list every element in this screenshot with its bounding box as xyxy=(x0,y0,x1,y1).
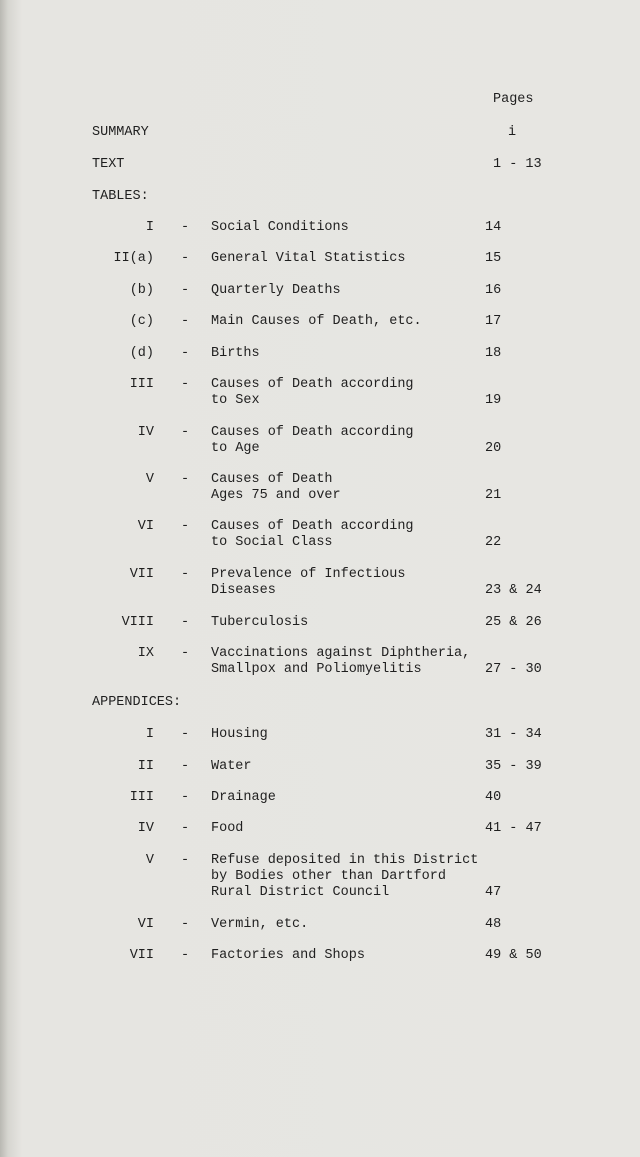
appendix-dash: - xyxy=(181,727,190,742)
table-number: VIII xyxy=(121,615,154,630)
table-number: (c) xyxy=(129,314,154,329)
table-dash: - xyxy=(181,425,190,440)
appendix-description: Housing xyxy=(211,727,268,742)
table-description: to Sex xyxy=(211,393,260,408)
text-pages: 1 - 13 xyxy=(493,157,542,172)
table-description: Ages 75 and over xyxy=(211,488,341,503)
table-dash: - xyxy=(181,314,190,329)
table-number: II(a) xyxy=(113,251,154,266)
appendix-number: IV xyxy=(137,821,154,836)
appendix-dash: - xyxy=(181,917,190,932)
table-description: to Social Class xyxy=(211,535,333,550)
summary-pages: i xyxy=(508,125,517,140)
table-dash: - xyxy=(181,251,190,266)
appendix-pages: 47 xyxy=(485,885,502,900)
table-description: Smallpox and Poliomyelitis xyxy=(211,662,422,677)
appendix-description: Vermin, etc. xyxy=(211,917,309,932)
table-dash: - xyxy=(181,283,190,298)
appendix-number: V xyxy=(145,853,154,868)
appendix-pages: 48 xyxy=(485,917,502,932)
tables-heading: TABLES: xyxy=(92,189,149,204)
table-pages: 17 xyxy=(485,314,502,329)
table-description: to Age xyxy=(211,441,260,456)
appendix-description: Refuse deposited in this District xyxy=(211,853,479,868)
table-dash: - xyxy=(181,567,190,582)
table-description: Prevalence of Infectious xyxy=(211,567,406,582)
table-dash: - xyxy=(181,220,190,235)
appendix-pages: 41 - 47 xyxy=(485,821,542,836)
table-dash: - xyxy=(181,646,190,661)
appendix-dash: - xyxy=(181,759,190,774)
table-description: Quarterly Deaths xyxy=(211,283,341,298)
table-number: III xyxy=(129,377,154,392)
table-description: General Vital Statistics xyxy=(211,251,406,266)
appendix-pages: 49 & 50 xyxy=(485,948,542,963)
table-description: Causes of Death xyxy=(211,472,333,487)
table-pages: 18 xyxy=(485,346,502,361)
table-description: Causes of Death according xyxy=(211,425,414,440)
table-description: Tuberculosis xyxy=(211,615,309,630)
appendix-pages: 31 - 34 xyxy=(485,727,542,742)
table-dash: - xyxy=(181,615,190,630)
appendix-number: III xyxy=(129,790,154,805)
table-dash: - xyxy=(181,346,190,361)
appendix-dash: - xyxy=(181,853,190,868)
table-dash: - xyxy=(181,472,190,487)
table-pages: 19 xyxy=(485,393,502,408)
table-description: Vaccinations against Diphtheria, xyxy=(211,646,471,661)
pages-heading: Pages xyxy=(493,92,534,107)
table-description: Births xyxy=(211,346,260,361)
table-number: IV xyxy=(137,425,154,440)
table-number: IX xyxy=(137,646,154,661)
table-pages: 15 xyxy=(485,251,502,266)
table-pages: 23 & 24 xyxy=(485,583,542,598)
table-description: Causes of Death according xyxy=(211,519,414,534)
appendix-dash: - xyxy=(181,821,190,836)
text-label: TEXT xyxy=(92,157,125,172)
appendix-description: by Bodies other than Dartford xyxy=(211,869,446,884)
table-description: Diseases xyxy=(211,583,276,598)
table-number: (d) xyxy=(129,346,154,361)
appendix-number: I xyxy=(145,727,154,742)
table-number: VI xyxy=(137,519,154,534)
table-description: Causes of Death according xyxy=(211,377,414,392)
table-dash: - xyxy=(181,377,190,392)
appendix-number: VI xyxy=(137,917,154,932)
table-pages: 21 xyxy=(485,488,502,503)
table-number: VII xyxy=(129,567,154,582)
appendices-heading: APPENDICES: xyxy=(92,695,182,710)
appendix-dash: - xyxy=(181,790,190,805)
table-number: (b) xyxy=(129,283,154,298)
appendix-dash: - xyxy=(181,948,190,963)
appendix-pages: 35 - 39 xyxy=(485,759,542,774)
table-number: V xyxy=(145,472,154,487)
table-description: Social Conditions xyxy=(211,220,349,235)
table-pages: 20 xyxy=(485,441,502,456)
table-number: I xyxy=(145,220,154,235)
table-pages: 14 xyxy=(485,220,502,235)
table-dash: - xyxy=(181,519,190,534)
appendix-number: VII xyxy=(129,948,154,963)
appendix-description: Rural District Council xyxy=(211,885,390,900)
appendix-number: II xyxy=(137,759,154,774)
appendix-description: Food xyxy=(211,821,244,836)
appendix-pages: 40 xyxy=(485,790,502,805)
table-pages: 22 xyxy=(485,535,502,550)
table-description: Main Causes of Death, etc. xyxy=(211,314,422,329)
summary-label: SUMMARY xyxy=(92,125,149,140)
table-pages: 16 xyxy=(485,283,502,298)
table-pages: 25 & 26 xyxy=(485,615,542,630)
appendix-description: Drainage xyxy=(211,790,276,805)
appendix-description: Water xyxy=(211,759,252,774)
appendix-description: Factories and Shops xyxy=(211,948,365,963)
table-pages: 27 - 30 xyxy=(485,662,542,677)
